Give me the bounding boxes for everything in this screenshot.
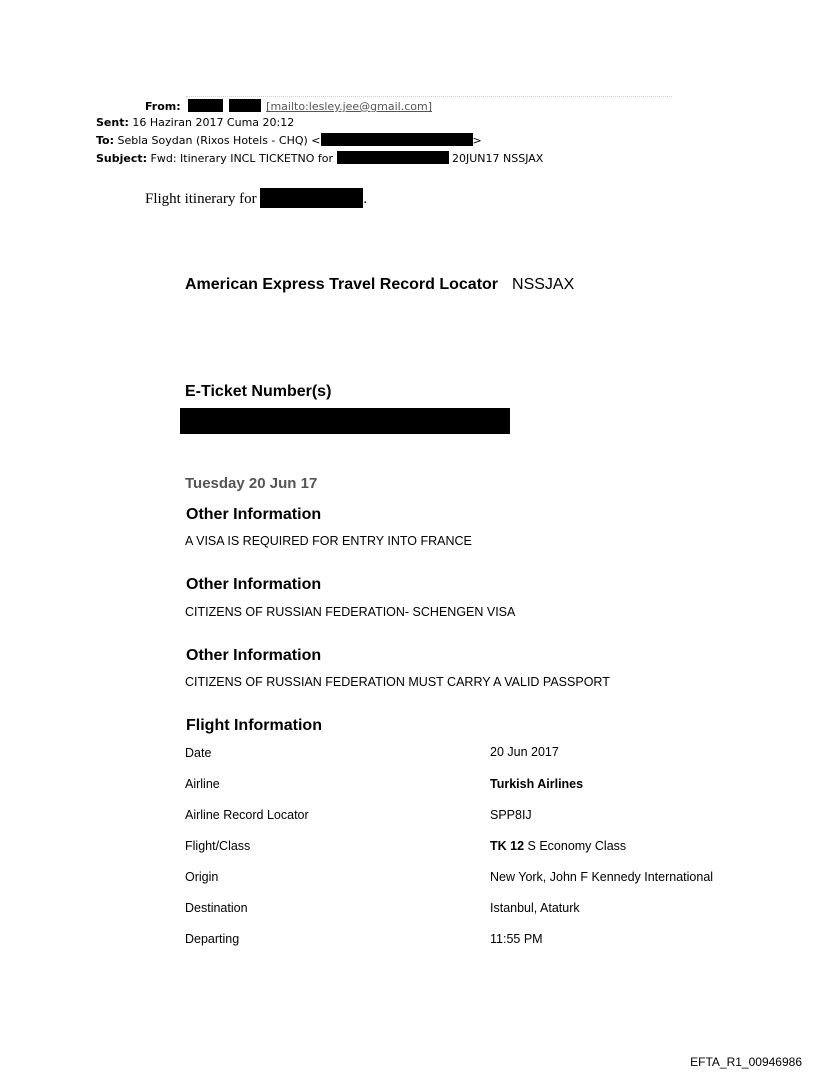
flight-info-title: Flight Information [186,717,322,734]
sent-value: 16 Haziran 2017 Cuma 20:12 [132,116,295,129]
flight-row-value: 11:55 PM [490,932,543,946]
header-divider [186,96,672,97]
flight-row-value: 20 Jun 2017 [490,745,559,759]
flight-row-label: Departing [185,932,240,946]
from-label: From: [145,100,181,113]
flight-row-value: SPP8IJ [490,808,532,822]
subject-tail: 20JUN17 NSSJAX [452,152,544,165]
other-info-text: A VISA IS REQUIRED FOR ENTRY INTO FRANCE [185,534,472,548]
itinerary-date-heading: Tuesday 20 Jun 17 [185,475,318,492]
eticket-number-redacted [180,408,510,434]
email-to-line [96,133,482,148]
redacted-block [260,188,363,208]
flight-row-value: New York, John F Kennedy International [490,870,714,884]
flight-row-label: Origin [185,870,219,884]
flight-row-value [490,839,626,853]
from-mailto-link[interactable] [266,100,432,113]
intro-line [145,188,367,208]
airline-name: Turkish Airlines [490,777,584,791]
flight-row-value [490,777,583,791]
redacted-block [229,99,261,112]
redacted-block [337,151,449,164]
flight-row-label: Date [185,746,212,760]
mailto-link-text[interactable]: [mailto:lesley.jee@gmail.com] [266,100,433,113]
eticket-title: E-Ticket Number(s) [185,383,332,400]
flight-row-label: Airline [185,777,220,791]
email-sent-line [96,116,294,130]
flight-row-value: Istanbul, Ataturk [490,901,580,915]
document-id: EFTA_R1_00946986 [690,1055,802,1069]
other-info-title: Other Information [186,576,322,593]
redacted-block [321,133,473,146]
flight-row-label: Flight/Class [185,839,251,853]
flight-row-label: Airline Record Locator [185,808,309,822]
subject-value: Fwd: Itinerary INCL TICKETNO for [150,152,334,165]
other-info-title: Other Information [186,647,322,664]
email-subject-line [96,151,543,166]
intro-end: . [363,191,368,207]
other-info-text: CITIZENS OF RUSSIAN FEDERATION- SCHENGEN VISA [185,605,516,619]
other-info-title: Other Information [186,506,322,523]
to-close: > [472,134,482,147]
flight-number: TK 12 [490,839,525,853]
sent-label: Sent: [96,116,129,129]
subject-label: Subject: [96,152,148,165]
to-value: Sebla Soydan (Rixos Hotels - CHQ) < [117,134,321,147]
record-locator-code: NSSJAX [512,276,575,293]
other-info-text: CITIZENS OF RUSSIAN FEDERATION MUST CARRY A VALID PASSPORT [185,675,610,689]
email-from-line [145,99,432,114]
intro-text: Flight itinerary for [145,191,257,207]
record-locator-label: American Express Travel Record Locator [185,276,499,293]
redacted-block [188,99,223,112]
flight-class: S Economy Class [524,839,627,853]
record-locator [185,276,574,294]
flight-row-label: Destination [185,901,248,915]
to-label: To: [96,134,114,147]
